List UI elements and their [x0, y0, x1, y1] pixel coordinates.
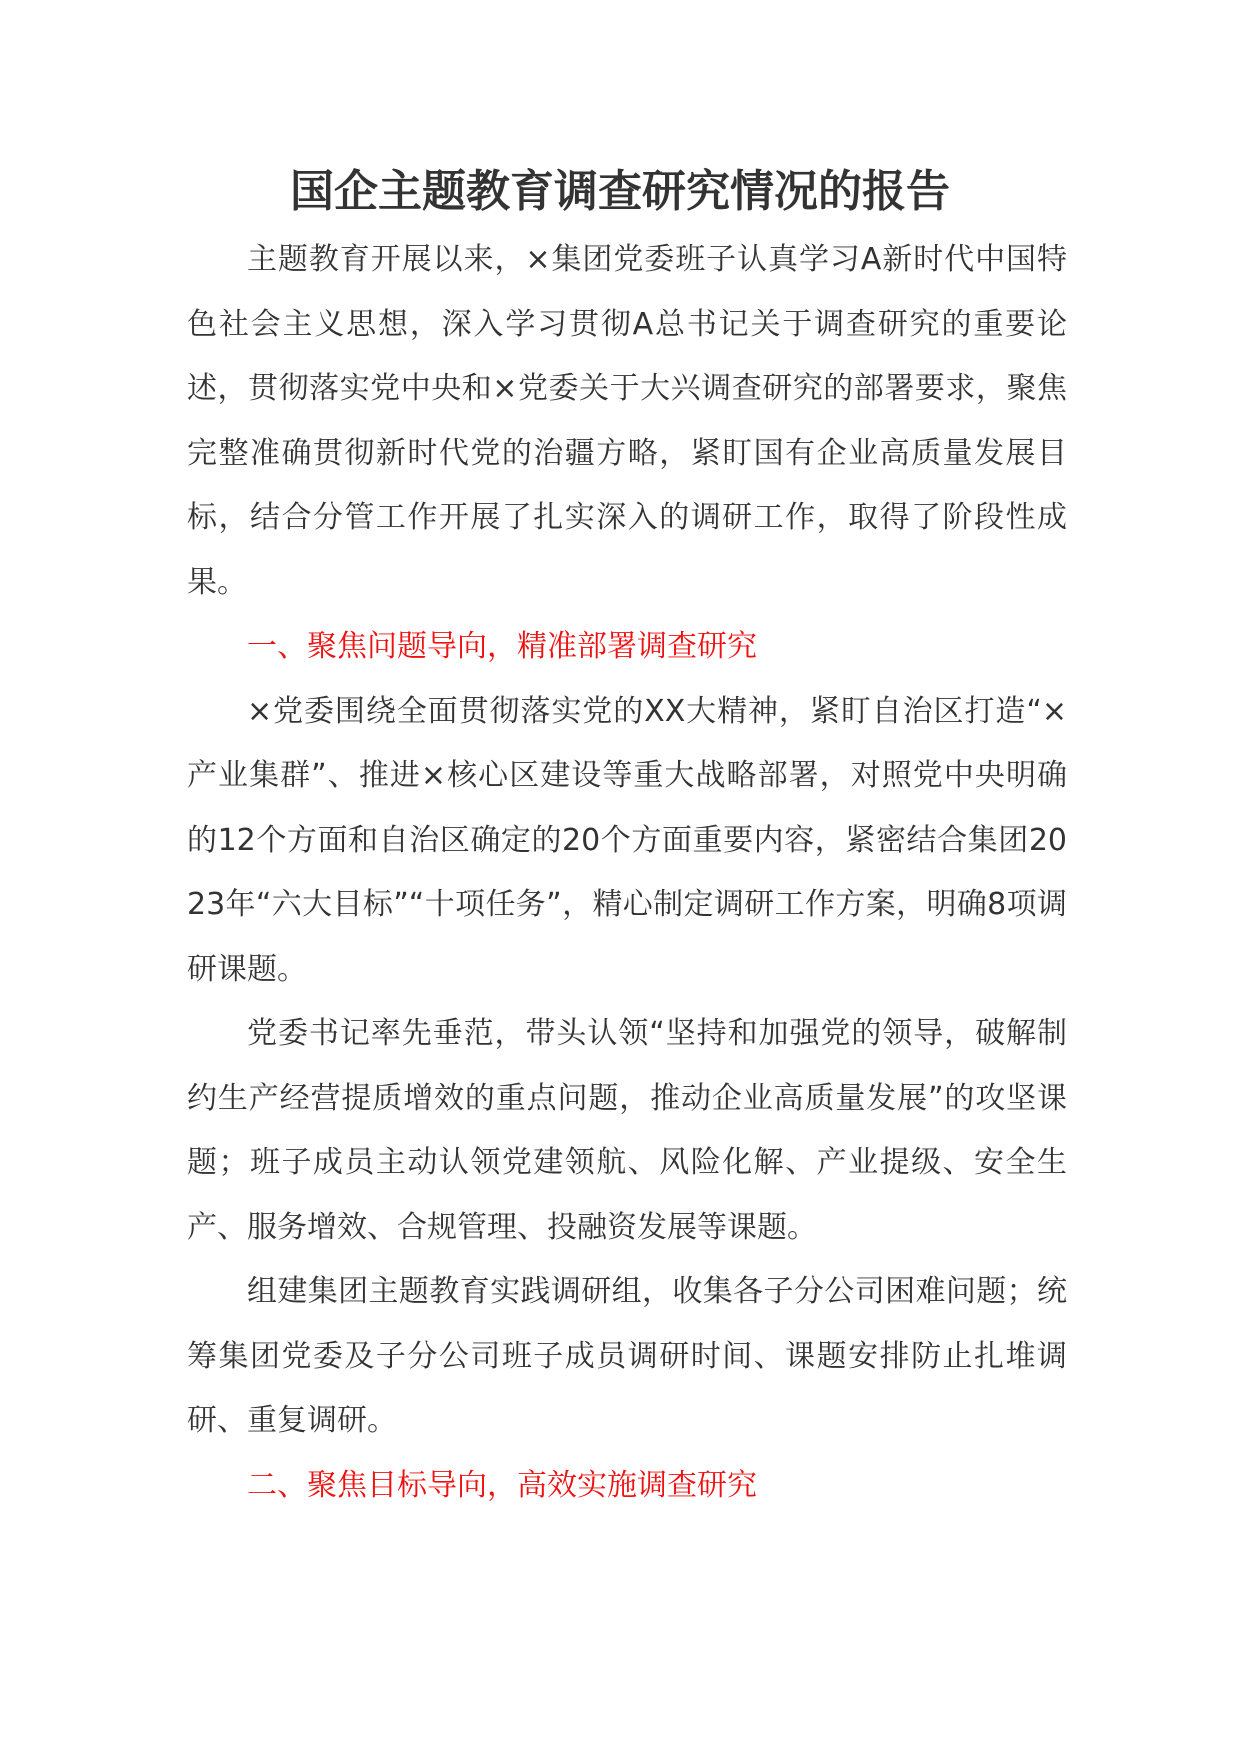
- paragraph-secretary: 党委书记率先垂范，带头认领“坚持和加强党的领导，破解制约生产经营提质增效的重点问题，推动企业高质量发展”的攻坚课题；班子成员主动认领党建领航、风险化解、产业提级、安全生产、服务增效、合规管理、投融资发展等课题。: [187, 1016, 1067, 1245]
- section-heading-1: 一、聚焦问题导向，精准部署调查研究: [247, 629, 757, 664]
- section-heading-2: 二、聚焦目标导向，高效实施调查研究: [247, 1467, 757, 1503]
- paragraph-deployment: ×党委围绕全面贯彻落实党的XX大精神，紧盯自治区打造“×产业集群”、推进×核心区建设等重大战略部署，对照党中央明确的12个方面和自治区确定的20个方面重要内容，紧密结合集团2023年“六大目标”“十项任务”，精心制定调研工作方案，明确8项调研课题。: [187, 693, 1067, 987]
- paragraph-intro: 主题教育开展以来，×集团党委班子认真学习A新时代中国特色社会主义思想，深入学习贯彻A总书记关于调查研究的重要论述，贯彻落实党中央和×党委关于大兴调查研究的部署要求，聚焦完整准确贯彻新时代党的治疆方略，紧盯国有企业高质量发展目标，结合分管工作开展了扎实深入的调研工作，取得了阶段性成果。: [187, 242, 1067, 600]
- document-title: 国企主题教育调查研究情况的报告: [290, 166, 950, 217]
- paragraph-team: 组建集团主题教育实践调研组，收集各子分公司困难问题；统筹集团党委及子分公司班子成员调研时间、课题安排防止扎堆调研、重复调研。: [187, 1274, 1067, 1438]
- document-body: [187, 228, 1067, 1518]
